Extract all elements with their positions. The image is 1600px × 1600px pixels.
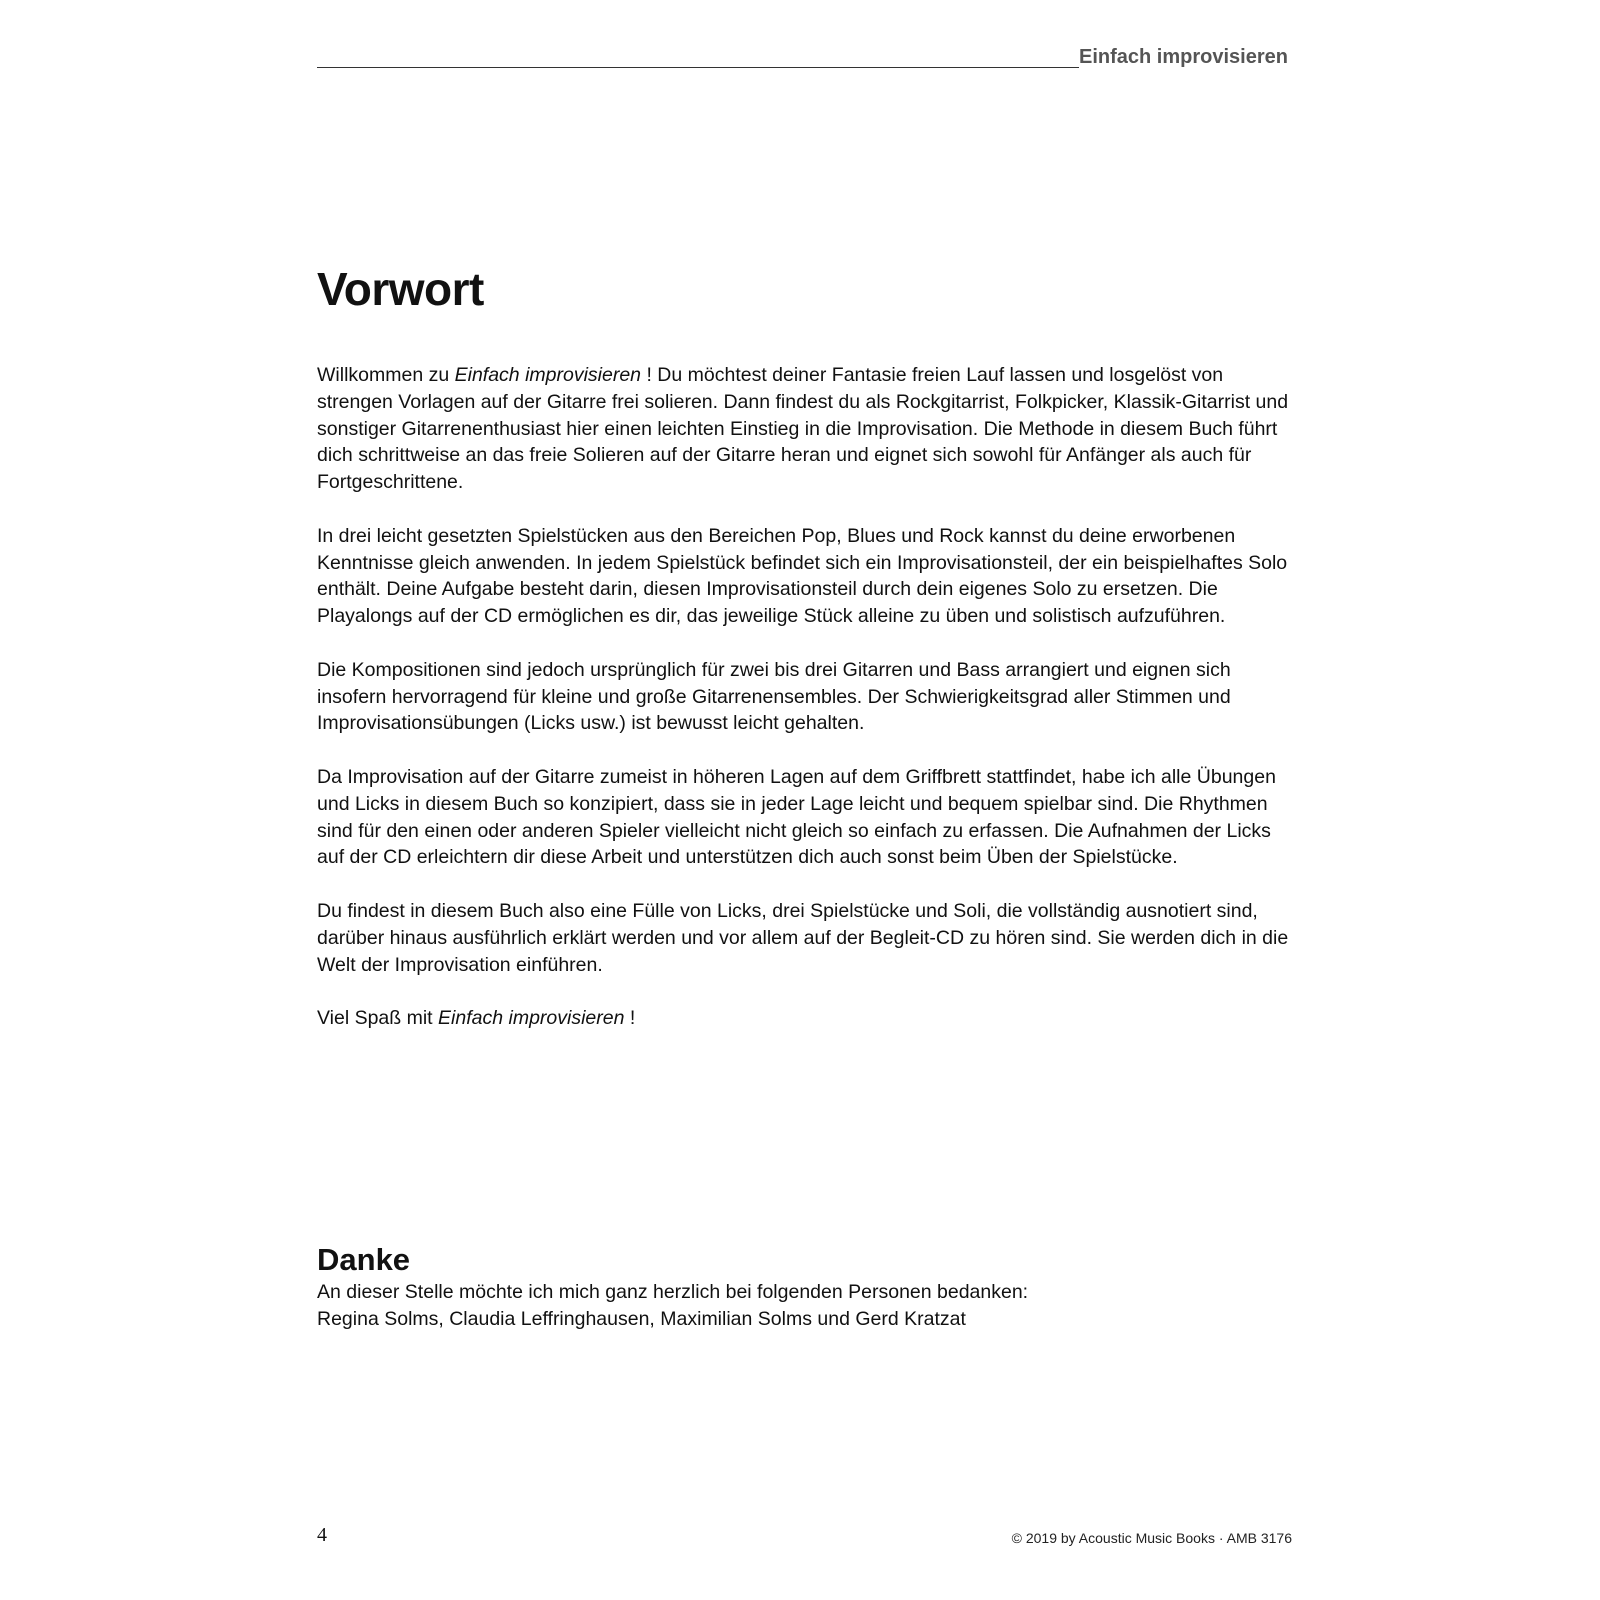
thanks-heading: Danke [317,1242,411,1277]
paragraph-closing-end: ! [624,1007,636,1030]
foreword-body [317,362,1299,1059]
header-rule [317,67,1079,68]
paragraph-pieces: In drei leicht gesetzten Spielstücken aus den Bereichen Pop, Blues und Rock kannst du deine erworbenen Kenntnisse gleich anwenden. In jedem Spielstück befindet sich ein Improvisationsteil, der ein beispielhaftes Solo enthält. Deine Aufgabe besteht darin, diesen Improvisationsteil durch dein eigenes Solo zu ersetzen. Die Playalongs auf der CD ermöglichen es dir, das jeweilige Stück alleine zu üben und solistisch aufzuführen. [317,524,1288,628]
running-header-title: Einfach improvisieren [1079,46,1288,68]
thanks-text [317,1279,1028,1333]
thanks-names: Regina Solms, Claudia Leffringhausen, Maximilian Solms und Gerd Kratzat [317,1308,966,1330]
paragraph-intro-start: Willkommen zu [317,364,455,386]
book-title-italic: Einfach improvisieren [454,364,642,386]
copyright-notice: © 2019 by Acoustic Music Books · AMB 3176 [1011,1530,1292,1546]
paragraph-closing-start: Viel Spaß mit [317,1007,439,1030]
paragraph-compositions: Die Kompositionen sind jedoch ursprünglich für zwei bis drei Gitarren und Bass arrangiert und eignen sich insofern hervorragend für kleine und große Gitarrenensembles. Der Schwierigkeitsgrad aller Stimmen und Improvisationsübungen (Licks usw.) ist bewusst leicht gehalten. [317,658,1231,735]
thanks-line: An dieser Stelle möchte ich mich ganz herzlich bei folgenden Personen bedanken: [317,1281,1029,1303]
book-title-italic: Einfach improvisieren [438,1007,625,1030]
paragraph-closing [317,1005,1299,1032]
paragraph-intro-rest: ! Du möchtest deiner Fantasie freien Lauf lassen und losgelöst von strengen Vorlagen auf der Gitarre frei solieren. Dann findest du als Rockgitarrist, Folkpicker, Klassik-Gitarrist und sonstiger Gitarrenenthusiast hier einen leichten Einstieg in die Improvisation. Die Methode in diesem Buch führt dich schrittweise an das freie Solieren auf der Gitarre heran und eignet sich sowohl für Anfänger als auch für Fortgeschrittene. [317,364,1289,494]
paragraph-improvisation: Da Improvisation auf der Gitarre zumeist in höheren Lagen auf dem Griffbrett stattfindet, habe ich alle Übungen und Licks in diesem Buch so konzipiert, dass sie in jeder Lage leicht und bequem spielbar sind. Die Rhythmen sind für den einen oder anderen Spieler vielleicht nicht gleich so einfach zu erfassen. Die Aufnahmen der Licks auf der CD erleichtern dir diese Arbeit und unterstützen dich auch sonst beim Üben der Spielstücke. [317,765,1276,869]
page-title: Vorwort [317,263,484,315]
page-number: 4 [317,1524,327,1546]
paragraph-intro [317,362,1299,496]
paragraph-contents: Du findest in diesem Buch also eine Fülle von Licks, drei Spielstücke und Soli, die vollständig ausnotiert sind, darüber hinaus ausführlich erklärt werden und vor allem auf der Begleit-CD zu hören sind. Sie werden dich in die Welt der Improvisation einführen. [317,899,1289,976]
